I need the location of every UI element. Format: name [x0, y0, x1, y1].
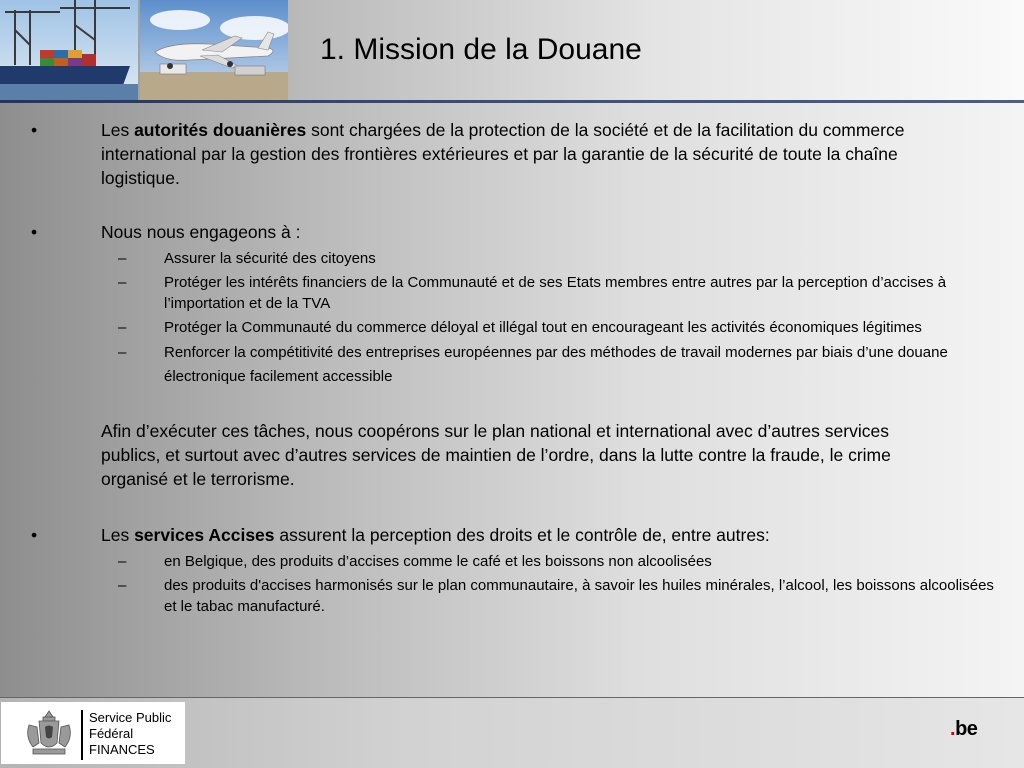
be-logo-dot: . — [950, 718, 956, 740]
bullet-text-rest: assurent la perception des droits et le contrôle de, entre autres: — [274, 525, 770, 545]
bullet-marker: • — [31, 120, 38, 140]
bullet-text-lead: Les — [101, 120, 135, 140]
sub-bullet-text: Protéger les intérêts financiers de la Communauté et de ses Etats membres entre autres par la perception d’accises à l’importation et de la TVA — [164, 274, 947, 312]
footer — [0, 698, 1024, 768]
sub-bullet-marker: – — [118, 250, 127, 267]
logo-line-1: Service Public — [89, 710, 172, 725]
logo-line-3: FINANCES — [89, 742, 155, 757]
sub-bullet-text: Protéger la Communauté du commerce déloyal et illégal tout en encourageant les activités économiques légitimes — [164, 319, 922, 336]
bullet-commitments — [0, 220, 981, 244]
logo-divider — [81, 710, 83, 760]
bullet-text-rest: sont chargées de la protection de la société et de la facilitation du commerce international par la gestion des frontières extérieures et par la garantie de la sécurité de toute la chaîne logistique. — [101, 120, 905, 188]
sub-bullet-marker: – — [118, 344, 127, 361]
sub-bullet-marker: – — [118, 553, 127, 570]
bullet-text: Nous nous engageons à : — [101, 222, 301, 242]
be-logo-text: be — [955, 718, 978, 740]
sub-bullet-marker: – — [118, 577, 127, 594]
spf-finances-logo — [1, 702, 185, 764]
bullet-customs-authorities — [0, 118, 981, 190]
bullet-excise-services — [0, 523, 981, 547]
sub-bullet-item — [0, 341, 994, 389]
port-cranes-photo — [0, 0, 138, 100]
logo-text — [89, 710, 171, 758]
sub-bullet-item — [0, 551, 994, 572]
sub-bullet-marker: – — [118, 274, 127, 291]
sub-bullet-marker: – — [118, 319, 127, 336]
sub-bullet-item — [0, 272, 994, 314]
page-title: 1. Mission de la Douane — [320, 33, 642, 66]
cooperation-paragraph: Afin d’exécuter ces tâches, nous coopérons sur le plan national et international avec d’autres services publics, et surtout avec d’autres services de maintien de l’ordre, dans la lutte contre la fraude, le crime organisé et le terrorisme. — [101, 421, 891, 489]
bullet-text-lead: Les — [101, 525, 135, 545]
be-logo[interactable] — [950, 718, 977, 741]
logo-line-2: Fédéral — [89, 726, 134, 741]
slide-content — [0, 118, 1024, 617]
sub-bullet-text: Renforcer la compétitivité des entreprises européennes par des méthodes de travail modernes par biais d’une douane électronique facilement accessible — [164, 344, 948, 385]
bullet-marker: • — [31, 222, 38, 242]
sub-bullet-item — [0, 317, 994, 338]
bullet-marker: • — [31, 525, 38, 545]
bullet-text-bold: autorités douanières — [134, 120, 307, 140]
belgian-crest-icon — [23, 707, 75, 759]
title-divider — [0, 100, 1024, 103]
header-photos — [0, 0, 288, 100]
bullet-text-bold: services Accises — [134, 525, 275, 545]
sub-bullet-item — [0, 248, 994, 269]
sub-bullet-item — [0, 575, 994, 617]
sub-bullet-text: Assurer la sécurité des citoyens — [164, 250, 376, 267]
cargo-plane-photo — [140, 0, 288, 100]
sub-bullet-text: des produits d'accises harmonisés sur le plan communautaire, à savoir les huiles minérales, l’alcool, les boissons alcoolisées et le tabac manufacturé. — [164, 577, 994, 615]
sub-bullet-text: en Belgique, des produits d’accises comme le café et les boissons non alcoolisées — [164, 553, 712, 570]
